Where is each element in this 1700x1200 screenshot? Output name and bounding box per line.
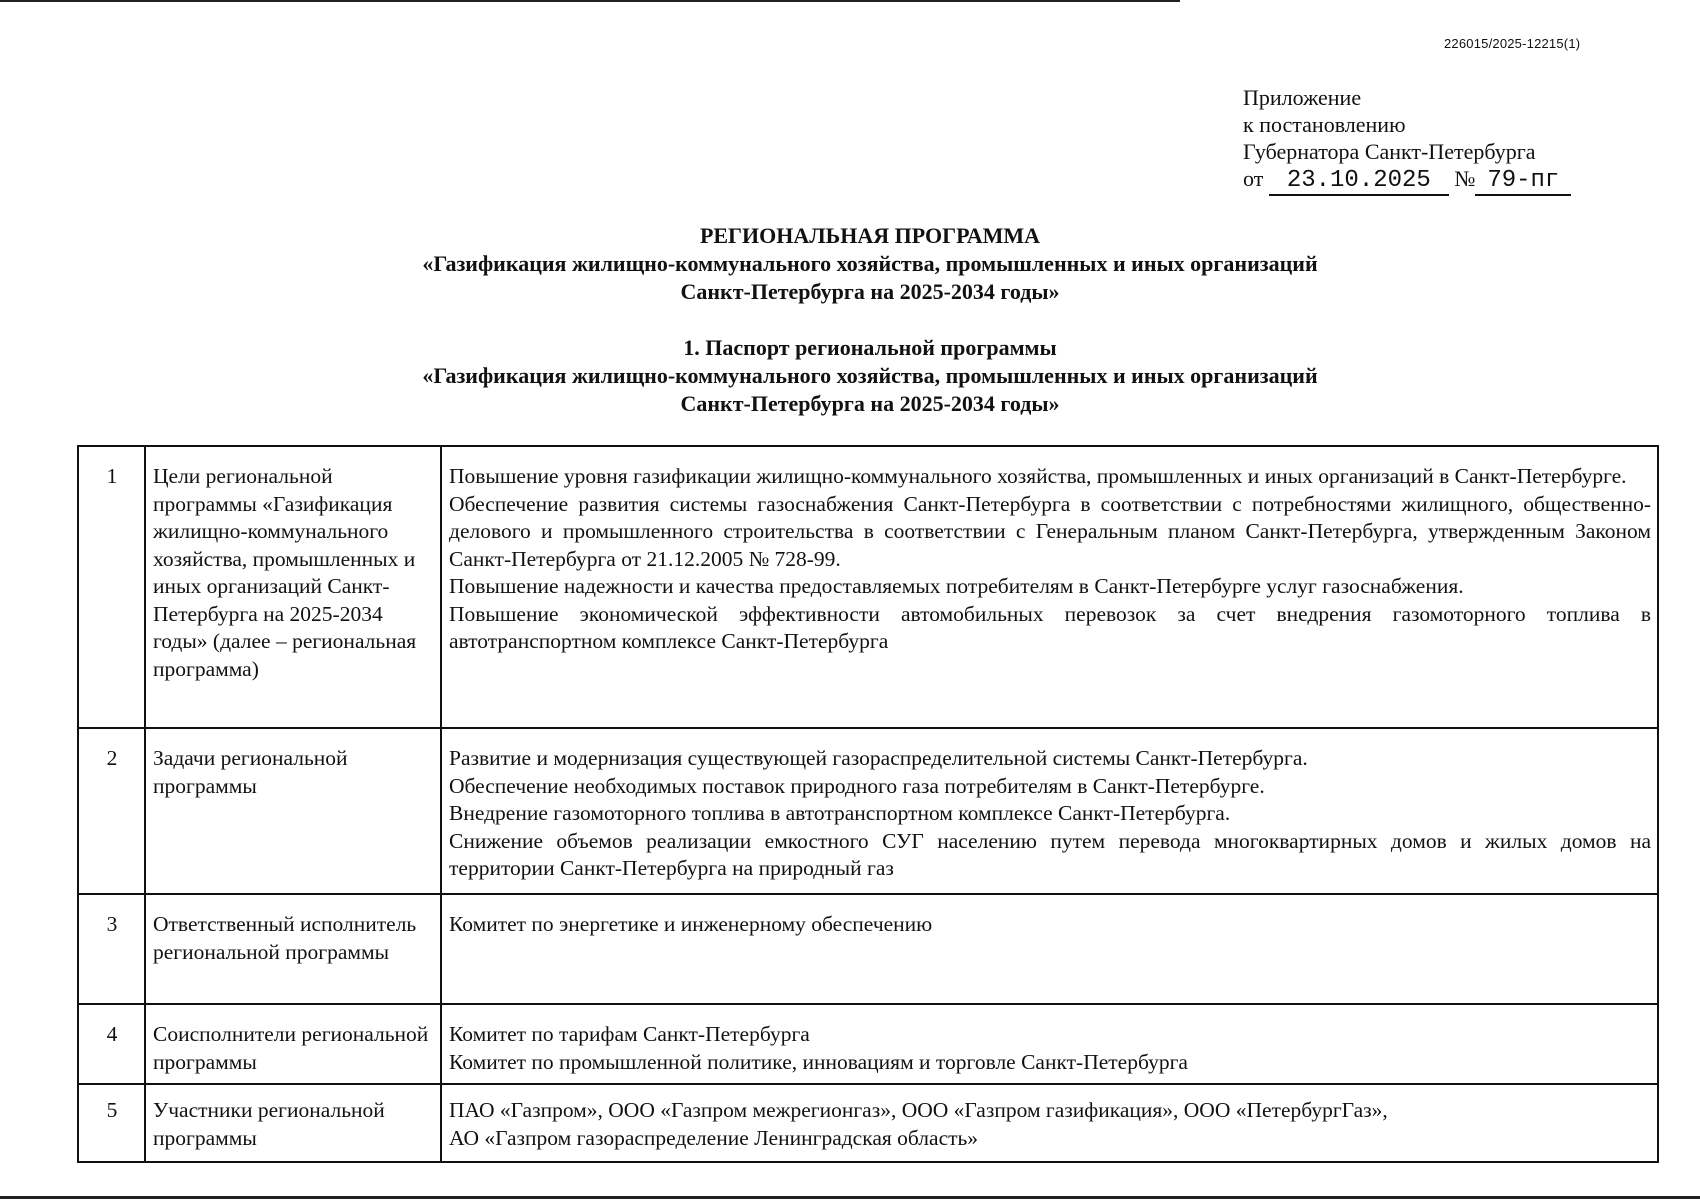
appendix-line-3: Губернатора Санкт-Петербурга xyxy=(1243,139,1536,164)
row-label: Соисполнители региональной программы xyxy=(145,1004,441,1084)
table-row xyxy=(78,446,1658,728)
row-value xyxy=(441,894,1658,1004)
value-paragraph: Комитет по промышленной политике, инновациям и торговле Санкт-Петербурга xyxy=(449,1049,1188,1074)
value-paragraph: Повышение экономической эффективности автомобильных перевозок за счет внедрения газомоторного топлива в автотранспортном комплексе Санкт-Петербурга xyxy=(449,601,1651,653)
resolution-number: 79-пг xyxy=(1475,168,1571,196)
value-paragraph: Снижение объемов реализации емкостного СУГ населению путем перевода многоквартирных домов и жилых домов на территории Санкт-Петербурга на природный газ xyxy=(449,828,1651,880)
row-label: Участники региональной программы xyxy=(145,1084,441,1162)
row-label: Ответственный исполнитель региональной программы xyxy=(145,894,441,1004)
program-subtitle-line-1: «Газификация жилищно-коммунального хозяйства, промышленных и иных организаций xyxy=(422,251,1318,276)
appendix-date-line xyxy=(1243,165,1571,196)
row-number: 2 xyxy=(78,728,145,894)
value-paragraph: Комитет по тарифам Санкт-Петербурга xyxy=(449,1022,810,1046)
value-paragraph: Повышение надежности и качества предоставляемых потребителям в Санкт-Петербурге услуг газоснабжения. xyxy=(449,574,1464,598)
passport-table xyxy=(77,445,1659,1163)
section-subtitle-line-1: «Газификация жилищно-коммунального хозяйства, промышленных и иных организаций xyxy=(422,363,1318,388)
row-label: Цели региональной программы «Газификация жилищно-коммунального хозяйства, промышленных и иных организаций Санкт-Петербурга на 2025-2034 годы» (далее – региональная программа) xyxy=(145,446,441,728)
scan-edge-bottom xyxy=(0,1196,1700,1199)
value-paragraph: Внедрение газомоторного топлива в автотранспортном комплексе Санкт-Петербурга. xyxy=(449,801,1231,825)
row-value xyxy=(441,446,1658,728)
section-heading: 1. Паспорт региональной программы xyxy=(683,335,1057,360)
table-row xyxy=(78,1084,1658,1162)
value-paragraph: ПАО «Газпром», ООО «Газпром межрегионгаз», ООО «Газпром газификация», ООО «ПетербургГаз», xyxy=(449,1098,1388,1122)
appendix-line-1: Приложение xyxy=(1243,85,1362,110)
appendix-line-2: к постановлению xyxy=(1243,112,1406,137)
row-number: 3 xyxy=(78,894,145,1004)
value-paragraph: Обеспечение необходимых поставок природного газа потребителям в Санкт-Петербурге. xyxy=(449,773,1265,798)
row-value xyxy=(441,1004,1658,1084)
document-id: 226015/2025-12215(1) xyxy=(1444,36,1581,51)
row-number: 1 xyxy=(78,446,145,728)
row-value xyxy=(441,728,1658,894)
number-label: № xyxy=(1454,166,1476,191)
row-number: 4 xyxy=(78,1004,145,1084)
program-title: РЕГИОНАЛЬНАЯ ПРОГРАММА xyxy=(699,223,1041,248)
row-label: Задачи региональной программы xyxy=(145,728,441,894)
value-paragraph: Обеспечение развития системы газоснабжения Санкт-Петербурга в соответствии с потребностями жилищного, общественно-делового и промышленного строительства в соответствии с Генеральным планом Санкт-Петербурга, утвержденным Законом Санкт-Петербурга от 21.12.2005 № 728-99. xyxy=(449,491,1651,571)
scan-edge-top xyxy=(0,0,1180,2)
table-row xyxy=(78,1004,1658,1084)
table-row xyxy=(78,894,1658,1004)
value-paragraph: АО «Газпром газораспределение Ленинградская область» xyxy=(449,1125,979,1150)
from-label: от xyxy=(1243,166,1264,191)
row-value xyxy=(441,1084,1658,1162)
value-paragraph: Развитие и модернизация существующей газораспределительной системы Санкт-Петербурга. xyxy=(449,746,1308,770)
row-number: 5 xyxy=(78,1084,145,1162)
resolution-date: 23.10.2025 xyxy=(1269,168,1449,196)
program-subtitle-line-2: Санкт-Петербурга на 2025-2034 годы» xyxy=(680,279,1060,304)
value-paragraph: Повышение уровня газификации жилищно-коммунального хозяйства, промышленных и иных организаций в Санкт-Петербурге. xyxy=(449,464,1627,488)
section-subtitle-line-2: Санкт-Петербурга на 2025-2034 годы» xyxy=(680,391,1060,416)
appendix-block xyxy=(1243,84,1571,196)
title-block xyxy=(120,222,1620,418)
table-row xyxy=(78,728,1658,894)
value-paragraph: Комитет по энергетике и инженерному обеспечению xyxy=(449,912,933,936)
